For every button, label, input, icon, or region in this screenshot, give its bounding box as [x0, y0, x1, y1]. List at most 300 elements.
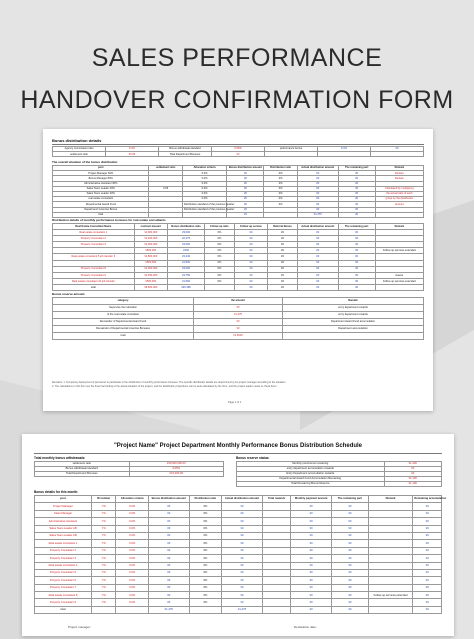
- table-cell: ¥0: [413, 540, 442, 547]
- table-cell: ¥0: [297, 254, 338, 260]
- table-cell: ¥0: [148, 569, 189, 576]
- table-cell: ¥3,000: [168, 266, 205, 272]
- table-row: [53, 152, 424, 157]
- table-cell: total: [53, 333, 194, 340]
- table-cell: Bonus distribution amount: [228, 166, 262, 170]
- table-cell: ¥0: [148, 599, 189, 606]
- table-cell: 0%: [189, 540, 222, 547]
- table-cell: ¥0: [297, 191, 338, 196]
- table-cell: ¥0: [297, 236, 338, 242]
- section-title-bonus-distribution: Bonus distribution details: [52, 138, 102, 143]
- table-cell: ¥0: [297, 260, 338, 266]
- table-cell: 0%: [205, 248, 235, 254]
- table-cell: 0.0%: [182, 176, 227, 181]
- table-cell: ¥0: [148, 562, 189, 569]
- table-row: [35, 525, 442, 532]
- table-cell: [189, 606, 222, 613]
- table-row: [53, 212, 424, 217]
- table-cell: ¥0: [297, 186, 338, 191]
- table-cell: ¥1,000,000: [134, 230, 167, 236]
- table-cell: ¥0: [234, 248, 267, 254]
- table-cell: Sales Team Leader AB: [35, 525, 92, 532]
- table-cell: Y%: [91, 555, 115, 562]
- table-cell: [368, 599, 413, 606]
- table-cell: [318, 152, 371, 157]
- table-cell: ¥1,475: [193, 312, 282, 319]
- table-cell: ¥0: [234, 260, 267, 266]
- remark-note-2: 2. The calculations in this form are the final if according to the actual situation of the project, and the distribution proportions can be auto-calculated by the form, and the project leader needs to check them.: [52, 385, 278, 388]
- table-cell: [262, 525, 290, 532]
- reserve-status-table: [236, 461, 442, 487]
- table-cell: [262, 569, 290, 576]
- reserve-table: [52, 297, 424, 340]
- table-cell: Y%: [91, 503, 115, 510]
- table-cell: Follow up services extended: [375, 278, 423, 284]
- table-cell: ¥0: [384, 472, 441, 477]
- table-cell: Follow up service: [234, 224, 267, 230]
- table-cell: ¥3: [212, 152, 265, 157]
- table-cell: [262, 555, 290, 562]
- table-cell: Allocation criteria: [116, 496, 149, 503]
- table-cell: [368, 584, 413, 591]
- table-cell: Administrative Assistant 40%: [53, 181, 149, 186]
- table-cell: ¥0: [222, 599, 263, 606]
- table-cell: ¥0: [268, 278, 298, 284]
- table-cell: Follow up services extended: [368, 592, 413, 599]
- table-cell: [91, 606, 115, 613]
- table-cell: ¥0: [413, 518, 442, 525]
- table-cell: ¥0: [222, 562, 263, 569]
- table-cell: ID number: [91, 496, 115, 503]
- table-cell: [368, 510, 413, 517]
- table-cell: ¥0: [268, 230, 298, 236]
- table-cell: leaves: [375, 272, 423, 278]
- table-cell: Total Department Bonuses: [159, 152, 212, 157]
- table-cell: performance bonus: [265, 147, 318, 152]
- table-cell: ¥0: [338, 181, 375, 186]
- table-cell: Real estate consultant 4: [35, 562, 92, 569]
- table-cell: ¥0: [413, 510, 442, 517]
- table-cell: ¥0: [227, 197, 264, 202]
- table-cell: ¥0: [291, 599, 332, 606]
- table-cell: [265, 152, 318, 157]
- table-cell: ¥0: [297, 230, 338, 236]
- table-cell: Real Estate Consultant Name: [53, 224, 135, 230]
- table-cell: ¥0: [148, 584, 189, 591]
- section-title-details: Bonus details for this month:: [34, 490, 79, 494]
- table-cell: ¥0: [291, 503, 332, 510]
- table-cell: ¥0: [148, 532, 189, 539]
- table-cell: ¥0: [291, 510, 332, 517]
- table-cell: ¥0: [338, 254, 375, 260]
- table-cell: Y%: [91, 592, 115, 599]
- table-cell: ¥1,100: [384, 477, 441, 482]
- table-cell: Bonus withdrawal standard: [159, 147, 212, 152]
- table-cell: ¥0: [338, 212, 375, 217]
- table-cell: ¥0: [332, 503, 369, 510]
- table-cell: Real estate consultant 5 job transfer 6: [53, 254, 135, 260]
- table-cell: ¥0: [332, 584, 369, 591]
- table-cell: [182, 212, 227, 217]
- table-cell: ¥0: [413, 547, 442, 554]
- table-cell: the amount: [193, 298, 282, 305]
- table-cell: ¥0: [297, 181, 338, 186]
- table-cell: ¥0: [148, 577, 189, 584]
- table-cell: ¥3: [371, 147, 424, 152]
- table-cell: Departmental Award Fund Accumulation Remaining: [237, 477, 385, 482]
- table-cell: 0.0%: [116, 518, 149, 525]
- table-cell: ¥0: [227, 202, 264, 207]
- table-cell: Y%: [91, 518, 115, 525]
- table-cell: ¥0: [338, 272, 375, 278]
- table-cell: ¥0: [222, 547, 263, 554]
- table-cell: ¥3,000: [168, 242, 205, 248]
- table-cell: ¥0: [234, 236, 267, 242]
- table-row: [35, 592, 442, 599]
- table-cell: 0%: [189, 503, 222, 510]
- table-row: [53, 319, 424, 326]
- table-cell: ¥1,000,000: [134, 266, 167, 272]
- table-cell: ¥0: [338, 186, 375, 191]
- table-cell: [262, 562, 290, 569]
- table-cell: Remark: [283, 298, 424, 305]
- table-cell: ¥0: [234, 254, 267, 260]
- table-cell: ¥0: [268, 260, 298, 266]
- table-cell: Administrative Assistant: [35, 518, 92, 525]
- table-cell: ¥0: [338, 202, 375, 207]
- table-cell: ¥0: [268, 242, 298, 248]
- table-cell: [205, 284, 235, 290]
- table-cell: ¥0: [413, 562, 442, 569]
- table-cell: Declare: [375, 171, 423, 176]
- table-cell: settlement ratio: [53, 152, 106, 157]
- table-cell: Department Award Fund accumulation: [283, 319, 424, 326]
- table-cell: ¥0: [227, 171, 264, 176]
- table-cell: 0%: [189, 518, 222, 525]
- table-cell: ¥0: [268, 272, 298, 278]
- table-row: [35, 503, 442, 510]
- table-row: [53, 312, 424, 319]
- table-cell: [368, 606, 413, 613]
- table-cell: [262, 540, 290, 547]
- table-cell: ¥0: [332, 569, 369, 576]
- table-row: [35, 606, 442, 613]
- table-cell: ¥0: [413, 592, 442, 599]
- overall-distribution-table: [52, 165, 424, 218]
- table-cell: ¥0: [297, 171, 338, 176]
- table-cell: 0%: [205, 254, 235, 260]
- table-cell: ¥500,000: [134, 260, 167, 266]
- table-cell: ¥0: [268, 236, 298, 242]
- table-cell: ¥0: [193, 326, 282, 333]
- table-cell: ¥0: [338, 266, 375, 272]
- table-cell: [368, 532, 413, 539]
- table-cell: Y%: [91, 577, 115, 584]
- table-cell: group by the distribution: [375, 197, 423, 202]
- table-cell: Y%: [91, 532, 115, 539]
- table-cell: ¥0: [291, 532, 332, 539]
- table-cell: 0.0%: [116, 525, 149, 532]
- table-cell: 0.0%: [116, 555, 149, 562]
- table-cell: contract amount: [134, 224, 167, 230]
- table-cell: ¥3,000: [168, 230, 205, 236]
- table-cell: 0%: [189, 555, 222, 562]
- table-cell: ¥0: [193, 319, 282, 326]
- table-cell: ¥1,475: [222, 606, 263, 613]
- table-cell: ¥0: [338, 230, 375, 236]
- table-cell: Distribution standard of the previous quarter: [183, 202, 235, 206]
- table-row: [35, 518, 442, 525]
- table-cell: [368, 569, 413, 576]
- table-cell: ¥0: [222, 592, 263, 599]
- table-cell: ¥0: [227, 186, 264, 191]
- table-cell: 0%: [205, 272, 235, 278]
- table-cell: Remainder of Departmental Award Fund: [53, 319, 194, 326]
- table-cell: 0.05%: [129, 467, 224, 472]
- table-cell: [264, 212, 297, 217]
- page-number: Page 1 of 1: [228, 401, 242, 404]
- page-title-line2: HANDOVER CONFIRMATION FORM: [20, 86, 454, 114]
- table-cell: Agency commission ratio: [53, 147, 106, 152]
- table-cell: ¥0: [291, 518, 332, 525]
- table-row: [53, 305, 424, 312]
- table-cell: Total rewards: [262, 496, 290, 503]
- table-cell: 0%: [189, 562, 222, 569]
- table-cell: Y%: [91, 510, 115, 517]
- table-cell: [262, 599, 290, 606]
- table-cell: ¥0: [297, 202, 338, 207]
- table-cell: Follow up ratio: [205, 224, 235, 230]
- table-cell: ¥0: [291, 592, 332, 599]
- table-row: [35, 510, 442, 517]
- table-cell: Property Consultant 3: [53, 242, 135, 248]
- section-title-reserve: Bonus reserve amount: [52, 292, 85, 296]
- table-cell: 0.3%: [106, 147, 159, 152]
- table-cell: Bonus withdrawal standard: [35, 467, 130, 472]
- table-cell: 0.0%: [182, 171, 227, 176]
- table-cell: Allocation criteria: [182, 166, 227, 171]
- table-cell: 0%: [189, 599, 222, 606]
- table-cell: ¥0: [193, 305, 282, 312]
- table-cell: post: [35, 496, 92, 503]
- table-cell: ¥0: [222, 518, 263, 525]
- table-row: [53, 333, 424, 340]
- table-cell: ¥0: [148, 547, 189, 554]
- table-cell: Property Consultant 6: [35, 577, 92, 584]
- table-cell: 0.0%: [116, 510, 149, 517]
- table-cell: Property Consultant 9: [53, 272, 135, 278]
- table-cell: Remaining accumulation: [413, 496, 442, 503]
- table-cell: ¥0: [338, 197, 375, 202]
- table-cell: Actual distribution amount: [297, 224, 338, 230]
- table-cell: Real estate consultant 10 job transfer: [53, 278, 135, 284]
- table-cell: Y%: [91, 599, 115, 606]
- table-cell: Remark: [375, 166, 423, 171]
- table-cell: ¥0: [332, 577, 369, 584]
- table-cell: ¥1,500: [168, 260, 205, 266]
- table-cell: Y%: [91, 569, 115, 576]
- table-cell: 0%: [205, 266, 235, 272]
- table-cell: [368, 562, 413, 569]
- table-cell: Property Consultant 2: [35, 547, 92, 554]
- divider: [52, 144, 424, 145]
- bonus-summary-table: [52, 146, 424, 157]
- table-cell: ¥0: [332, 540, 369, 547]
- table-cell: [283, 333, 424, 340]
- table-cell: ¥0: [332, 547, 369, 554]
- table-cell: Actual distribution amount: [297, 166, 338, 171]
- table-cell: ¥0: [291, 540, 332, 547]
- table-cell: The remaining part: [332, 496, 369, 503]
- table-cell: of the real estate consultant: [53, 312, 194, 319]
- table-cell: [262, 518, 290, 525]
- table-cell: entry department rewards: [283, 312, 424, 319]
- table-row: [35, 584, 442, 591]
- table-cell: ¥0: [234, 278, 267, 284]
- table-cell: ¥0: [148, 555, 189, 562]
- table-cell: Total Department Bonuses: [35, 472, 130, 477]
- table-cell: Y%: [91, 540, 115, 547]
- table-cell: Real estate consultant 1: [35, 540, 92, 547]
- table-cell: ¥0: [332, 510, 369, 517]
- table-cell: ¥0: [413, 577, 442, 584]
- table-cell: ¥0: [227, 181, 264, 186]
- table-cell: Sales Team Leader AB: [35, 532, 92, 539]
- table-cell: ¥0: [148, 518, 189, 525]
- table-cell: ¥0: [413, 555, 442, 562]
- table-cell: ¥0: [222, 532, 263, 539]
- table-cell: ¥0: [413, 503, 442, 510]
- table-cell: ¥4,240: [168, 254, 205, 260]
- table-cell: ¥0: [222, 540, 263, 547]
- project-manager-signature-label: Project manager:: [68, 625, 91, 629]
- table-cell: 0.0%: [182, 186, 227, 191]
- table-cell: category: [53, 298, 194, 305]
- table-cell: ¥0: [297, 266, 338, 272]
- table-cell: ¥0: [222, 577, 263, 584]
- table-row: [35, 577, 442, 584]
- table-cell: ¥0: [338, 176, 375, 181]
- table-cell: 0.0%: [116, 562, 149, 569]
- table-cell: ¥0: [297, 248, 338, 254]
- form-sheet-preview-2: [22, 434, 454, 636]
- table-cell: Follow up services extended: [375, 248, 423, 254]
- table-cell: Property Consultant 3: [35, 555, 92, 562]
- table-cell: ¥0: [234, 230, 267, 236]
- table-cell: ¥0: [148, 540, 189, 547]
- table-cell: 0%: [264, 181, 297, 186]
- table-cell: [368, 503, 413, 510]
- section-title-monthly: Distribution details of monthly performance bonuses for real estate consultants: [52, 218, 166, 222]
- table-cell: 0.05: [149, 186, 182, 191]
- table-cell: Property Consultant 9: [35, 599, 92, 606]
- table-cell: Property Consultant 8: [53, 266, 135, 272]
- table-cell: 0.0%: [182, 181, 227, 186]
- withdrawals-table: [34, 461, 224, 477]
- table-cell: Departmental Award Fund: [53, 202, 149, 207]
- table-cell: Bonus distribution ratio: [168, 224, 205, 230]
- table-cell: ¥0: [222, 584, 263, 591]
- table-cell: ¥1,6016: [193, 333, 282, 340]
- table-cell: 0%: [189, 525, 222, 532]
- table-cell: 0.0%: [116, 540, 149, 547]
- schedule-title: "Project Name" Project Department Monthly Performance Bonus Distribution Schedule: [113, 443, 363, 449]
- table-cell: [262, 592, 290, 599]
- table-cell: 0%: [264, 186, 297, 191]
- table-cell: ¥0: [297, 278, 338, 284]
- table-cell: Y%: [91, 584, 115, 591]
- table-cell: ¥0: [413, 606, 442, 613]
- table-cell: ¥0: [297, 207, 338, 212]
- table-row: [35, 562, 442, 569]
- table-cell: settlement ratio: [149, 166, 182, 171]
- table-cell: ¥0: [338, 278, 375, 284]
- table-cell: total: [53, 212, 149, 217]
- table-cell: ¥0: [234, 284, 267, 290]
- table-cell: ¥0: [268, 266, 298, 272]
- table-cell: 0%: [205, 260, 235, 266]
- table-cell: ¥0: [268, 254, 298, 260]
- table-cell: ¥0: [413, 599, 442, 606]
- table-cell: ¥9,500,000: [134, 284, 167, 290]
- table-cell: Total Remaining Bonus Reserve: [237, 482, 385, 487]
- table-cell: ¥0: [291, 606, 332, 613]
- table-cell: Property Consultant 2: [53, 236, 135, 242]
- table-cell: Actual distribution amount: [222, 496, 263, 503]
- table-cell: ¥1,250,000: [134, 272, 167, 278]
- table-cell: Department Incentive Bonus: [53, 207, 149, 212]
- table-cell: ¥0: [291, 525, 332, 532]
- table-cell: [262, 510, 290, 517]
- table-cell: 0%: [189, 532, 222, 539]
- table-cell: ¥0: [297, 272, 338, 278]
- table-cell: ¥0: [234, 242, 267, 248]
- table-cell: entry department rewards: [283, 305, 424, 312]
- divider: [34, 453, 442, 454]
- table-cell: Bonus distribution amount: [148, 496, 189, 503]
- table-header-row: [35, 496, 442, 503]
- table-cell: Sales Team Leader 40%: [53, 186, 149, 191]
- table-cell: Monthly payment amount: [291, 496, 332, 503]
- table-cell: Real estate consultant 1: [53, 230, 135, 236]
- table-cell: [368, 577, 413, 584]
- table-cell: The remaining part: [338, 224, 375, 230]
- table-cell: 0%: [189, 592, 222, 599]
- declaration-date-label: Declaration date:: [294, 625, 317, 629]
- table-cell: 0.0%: [182, 191, 227, 196]
- table-cell: Property Consultant 5: [35, 569, 92, 576]
- table-cell: ¥0: [291, 577, 332, 584]
- table-cell: real estate consultant: [53, 197, 149, 202]
- table-cell: ¥0: [291, 547, 332, 554]
- table-cell: ¥0: [332, 606, 369, 613]
- table-cell: ¥1,400: [384, 462, 441, 467]
- table-cell: [368, 518, 413, 525]
- table-cell: 0%: [264, 176, 297, 181]
- table-cell: ¥0: [268, 248, 298, 254]
- table-cell: ¥0: [222, 510, 263, 517]
- table-cell: ¥0: [332, 555, 369, 562]
- table-cell: [368, 525, 413, 532]
- table-cell: Distribution ratio: [264, 166, 297, 171]
- table-cell: Y%: [91, 525, 115, 532]
- table-cell: [262, 532, 290, 539]
- table-cell: ¥0: [297, 197, 338, 202]
- table-cell: 0%: [205, 242, 235, 248]
- page-title-line1: SALES PERFORMANCE: [91, 44, 383, 72]
- table-cell: ¥1,200,000: [134, 236, 167, 242]
- table-cell: ¥3,750: [168, 272, 205, 278]
